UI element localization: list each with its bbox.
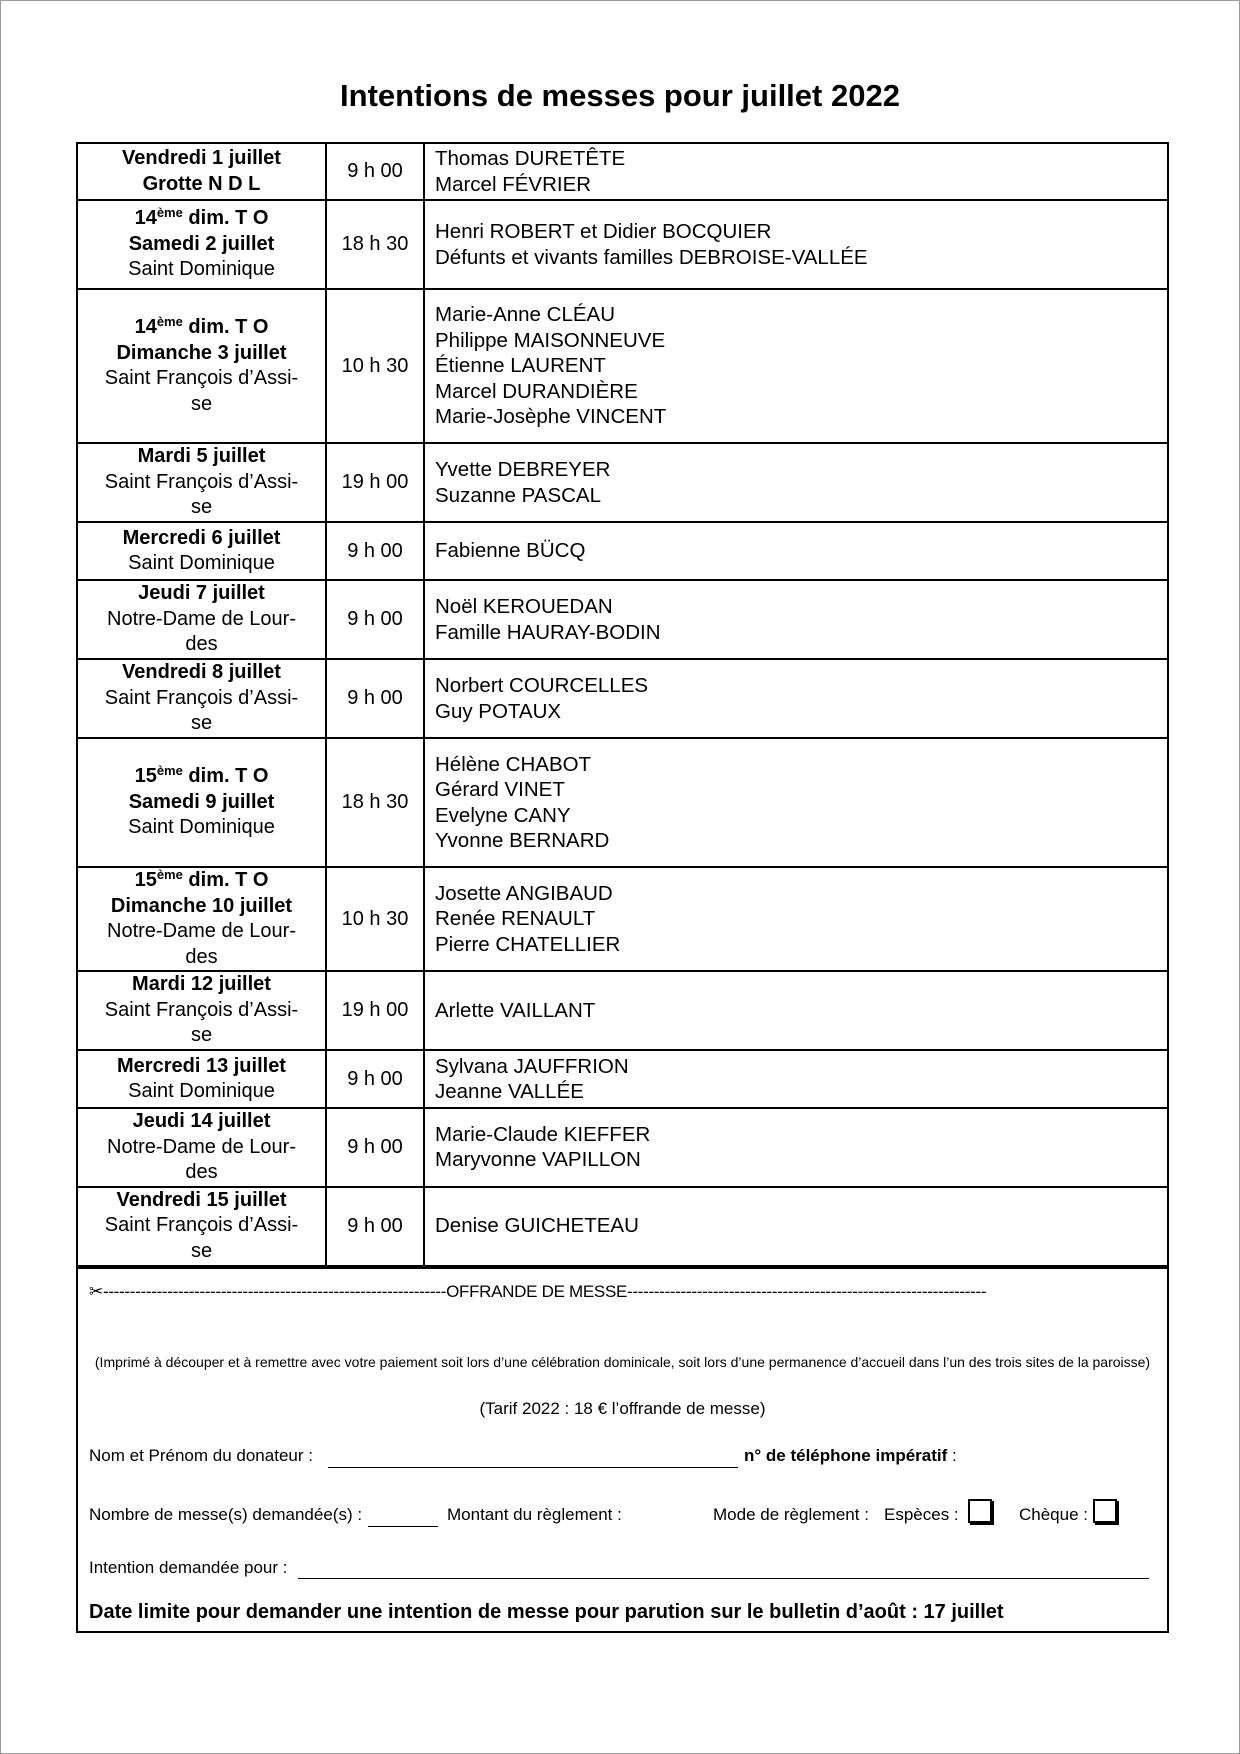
page-title: Intentions de messes pour juillet 2022 bbox=[340, 78, 900, 113]
mass-time-cell: 9 h 00 bbox=[326, 1050, 424, 1108]
day-text: Saint François d’Assi- bbox=[104, 686, 299, 709]
mass-time-cell: 9 h 00 bbox=[326, 580, 424, 659]
church-location bbox=[78, 366, 325, 392]
cut-line bbox=[89, 1281, 1155, 1303]
table-row bbox=[78, 971, 1167, 1050]
church-location bbox=[78, 1023, 325, 1049]
intention-name: Étienne LAURENT bbox=[435, 354, 606, 378]
intention-name: Gérard VINET bbox=[435, 778, 565, 801]
day-text: Jeudi 14 juillet bbox=[132, 1110, 271, 1132]
mass-time-cell: 19 h 00 bbox=[326, 443, 424, 522]
mass-day-cell bbox=[78, 1050, 326, 1108]
cash-checkbox[interactable] bbox=[968, 1499, 992, 1523]
mass-day-cell bbox=[78, 971, 326, 1050]
day-text: Mercredi 6 juillet bbox=[122, 526, 281, 549]
day-text: des bbox=[185, 1161, 218, 1183]
intention-field[interactable] bbox=[298, 1578, 1149, 1579]
day-text: 15 bbox=[134, 765, 157, 788]
intention-name: Marcel FÉVRIER bbox=[435, 172, 592, 196]
coupon-instructions: (Imprimé à découper et à remettre avec votre paiement soit lors d’une célébration dominicale, soit lors d’une permanence d’accueil dans l’un des trois sites de la paroisse) bbox=[94, 1353, 1151, 1370]
payment-mode-label: Mode de règlement : bbox=[713, 1504, 869, 1524]
day-text: Samedi 2 juillet bbox=[128, 232, 275, 255]
intentions-cell bbox=[424, 867, 1167, 971]
intention-name: Yvette DEBREYER bbox=[435, 458, 611, 481]
table-row bbox=[78, 659, 1167, 738]
intention-name: Fabienne BÜCQ bbox=[435, 539, 586, 563]
intention-name: Guy POTAUX bbox=[435, 699, 562, 723]
intention-name: Maryvonne VAPILLON bbox=[435, 1148, 641, 1172]
church-location bbox=[78, 607, 325, 633]
church-location bbox=[78, 945, 325, 971]
day-date bbox=[78, 1054, 325, 1080]
ordinal-suffix: ème bbox=[156, 314, 183, 329]
intentions-cell bbox=[424, 443, 1167, 522]
table-row bbox=[78, 1108, 1167, 1187]
table-row bbox=[78, 443, 1167, 522]
table-row bbox=[78, 867, 1167, 971]
church-location bbox=[78, 392, 325, 418]
intention-name: Henri ROBERT et Didier BOCQUIER bbox=[435, 220, 772, 243]
table-row bbox=[78, 200, 1167, 289]
day-text: Dimanche 10 juillet bbox=[110, 894, 293, 917]
table-row bbox=[78, 1187, 1167, 1266]
week-text: dim. T O bbox=[182, 765, 269, 788]
cheque-label: Chèque : bbox=[1019, 1504, 1088, 1524]
mass-time-cell: 9 h 00 bbox=[326, 659, 424, 738]
day-text: Grotte N D L bbox=[142, 172, 261, 195]
church-location bbox=[78, 686, 325, 712]
day-text: Saint François d’Assi- bbox=[104, 1214, 299, 1237]
day-text: se bbox=[190, 392, 213, 415]
intention-name: Marcel DURANDIÈRE bbox=[435, 379, 638, 403]
day-date bbox=[78, 444, 325, 470]
mass-day-cell bbox=[78, 1108, 326, 1187]
church-location bbox=[78, 815, 325, 841]
mass-time-cell: 9 h 00 bbox=[326, 1187, 424, 1266]
church-location bbox=[78, 919, 325, 945]
mass-time-cell: 10 h 30 bbox=[326, 867, 424, 971]
offering-coupon bbox=[78, 1267, 1167, 1631]
intention-name: Philippe MAISONNEUVE bbox=[435, 328, 666, 352]
day-text: Vendredi 15 juillet bbox=[116, 1188, 287, 1211]
intentions-cell bbox=[424, 1108, 1167, 1187]
day-text: Vendredi 1 juillet bbox=[122, 147, 281, 169]
day-text: Saint Dominique bbox=[128, 1080, 275, 1102]
intentions-cell bbox=[424, 1050, 1167, 1108]
amount-label: Montant du règlement : bbox=[447, 1504, 622, 1524]
coupon-tarif: (Tarif 2022 : 18 € l’offrande de messe) bbox=[479, 1398, 766, 1418]
week-text: dim. T O bbox=[182, 869, 269, 891]
day-text: Saint François d’Assi- bbox=[104, 998, 299, 1021]
day-text: Notre-Dame de Lour- bbox=[107, 607, 296, 630]
cash-label: Espèces : bbox=[884, 1504, 959, 1524]
table-row bbox=[78, 144, 1167, 200]
liturgical-week bbox=[78, 764, 325, 790]
intention-name: Jeanne VALLÉE bbox=[435, 1080, 584, 1103]
mass-time-cell: 10 h 30 bbox=[326, 289, 424, 443]
mass-day-cell bbox=[78, 659, 326, 738]
mass-day-cell bbox=[78, 522, 326, 580]
day-date bbox=[78, 1109, 325, 1135]
day-date bbox=[78, 1188, 325, 1214]
day-text: des bbox=[185, 633, 218, 656]
day-date bbox=[78, 894, 325, 920]
mass-time-cell: 9 h 00 bbox=[326, 522, 424, 580]
intention-name: Pierre CHATELLIER bbox=[435, 932, 621, 956]
phone-label-wrap bbox=[744, 1446, 957, 1466]
day-text: Vendredi 8 juillet bbox=[122, 661, 281, 684]
intention-name: Denise GUICHETEAU bbox=[435, 1214, 639, 1238]
mass-day-cell bbox=[78, 867, 326, 971]
table-row bbox=[78, 580, 1167, 659]
mass-day-cell bbox=[78, 200, 326, 289]
day-text: Mardi 12 juillet bbox=[132, 973, 271, 996]
day-date bbox=[78, 790, 325, 816]
intention-name: Renée RENAULT bbox=[435, 907, 596, 931]
week-text: dim. T O bbox=[182, 316, 269, 338]
day-text: des bbox=[185, 945, 218, 968]
intention-name: Suzanne PASCAL bbox=[435, 483, 602, 507]
mass-day-cell bbox=[78, 580, 326, 659]
mass-count-label: Nombre de messe(s) demandée(s) : bbox=[89, 1504, 363, 1524]
intentions-cell bbox=[424, 580, 1167, 659]
church-location bbox=[78, 1079, 325, 1105]
day-date bbox=[78, 660, 325, 686]
day-text: Saint Dominique bbox=[128, 552, 275, 574]
day-text: se bbox=[190, 1024, 213, 1047]
mass-day-cell bbox=[78, 289, 326, 443]
cheque-checkbox[interactable] bbox=[1093, 1499, 1117, 1523]
intentions-cell bbox=[424, 144, 1167, 200]
day-date bbox=[78, 146, 325, 172]
intentions-cell bbox=[424, 971, 1167, 1050]
day-text: 15 bbox=[134, 869, 157, 891]
mass-day-cell bbox=[78, 738, 326, 867]
church-location bbox=[78, 551, 325, 577]
intentions-cell bbox=[424, 522, 1167, 580]
church-location bbox=[78, 257, 325, 283]
intention-name: Evelyne CANY bbox=[435, 803, 571, 827]
intentions-table bbox=[78, 144, 1167, 1267]
ordinal-suffix: ème bbox=[156, 867, 183, 882]
intentions-cell bbox=[424, 659, 1167, 738]
day-text: Jeudi 7 juillet bbox=[138, 582, 265, 605]
intention-name: Josette ANGIBAUD bbox=[435, 881, 613, 905]
church-location bbox=[78, 470, 325, 496]
donor-label: Nom et Prénom du donateur : bbox=[89, 1445, 313, 1465]
intentions-cell bbox=[424, 738, 1167, 867]
church-location bbox=[78, 1160, 325, 1186]
day-text: Saint François d’Assi- bbox=[104, 367, 299, 389]
intentions-table-body bbox=[78, 144, 1167, 1266]
intention-name: Marie-Anne CLÉAU bbox=[435, 303, 616, 327]
mass-day-cell bbox=[78, 443, 326, 522]
intentions-cell bbox=[424, 289, 1167, 443]
ordinal-suffix: ème bbox=[156, 763, 183, 779]
day-text: se bbox=[190, 496, 213, 519]
intention-name: Yvonne BERNARD bbox=[435, 829, 610, 852]
intention-name: Noël KEROUEDAN bbox=[435, 595, 613, 618]
day-text: 14 bbox=[134, 316, 157, 338]
week-text: dim. T O bbox=[182, 207, 269, 230]
church-location bbox=[78, 711, 325, 737]
intentions-frame bbox=[76, 142, 1169, 1633]
church-location bbox=[78, 632, 325, 658]
day-text: Dimanche 3 juillet bbox=[116, 341, 287, 364]
deadline-note: Date limite pour demander une intention de messe pour parution sur le bulletin d’août : 17 juillet bbox=[89, 1600, 1004, 1623]
day-text: Samedi 9 juillet bbox=[128, 790, 275, 813]
day-text: Saint Dominique bbox=[128, 258, 275, 281]
intention-name: Thomas DURETÊTE bbox=[435, 147, 626, 170]
intention-name: Défunts et vivants familles DEBROISE-VALLÉE bbox=[435, 245, 868, 269]
donor-field[interactable] bbox=[328, 1467, 738, 1468]
day-text: Notre-Dame de Lour- bbox=[107, 1135, 296, 1158]
day-date bbox=[78, 581, 325, 607]
day-date bbox=[78, 341, 325, 367]
intention-name: Marie-Claude KIEFFER bbox=[435, 1122, 651, 1146]
day-text: Notre-Dame de Lour- bbox=[107, 920, 296, 942]
phone-colon: : bbox=[947, 1445, 957, 1465]
mass-day-cell bbox=[78, 144, 326, 200]
church-location bbox=[78, 1135, 325, 1161]
day-text: Saint Dominique bbox=[128, 816, 275, 839]
day-date bbox=[78, 172, 325, 198]
day-text: Mardi 5 juillet bbox=[137, 445, 266, 468]
liturgical-week bbox=[78, 315, 325, 341]
mass-time-cell: 18 h 30 bbox=[326, 200, 424, 289]
mass-time-cell: 9 h 00 bbox=[326, 1108, 424, 1187]
intention-name: Marie-Josèphe VINCENT bbox=[435, 405, 667, 429]
table-row bbox=[78, 289, 1167, 443]
day-text: 14 bbox=[134, 207, 157, 230]
intention-name: Arlette VAILLANT bbox=[435, 998, 596, 1022]
day-date bbox=[78, 972, 325, 998]
day-text: Mercredi 13 juillet bbox=[117, 1054, 286, 1077]
day-text: se bbox=[190, 1239, 213, 1262]
mass-time-cell: 18 h 30 bbox=[326, 738, 424, 867]
intention-name: Norbert COURCELLES bbox=[435, 674, 649, 697]
intentions-cell bbox=[424, 1187, 1167, 1266]
table-row bbox=[78, 1050, 1167, 1108]
intention-name: Sylvana JAUFFRION bbox=[435, 1054, 629, 1078]
mass-day-cell bbox=[78, 1187, 326, 1266]
day-text: se bbox=[190, 712, 213, 735]
cut-line-text: ----------------------------------------------------------------OFFRANDE DE MESSE------------------------------------------------------------------- bbox=[102, 1281, 987, 1301]
mass-time-cell: 9 h 00 bbox=[326, 144, 424, 200]
phone-label: n° de téléphone impératif bbox=[744, 1445, 948, 1465]
intention-name: Hélène CHABOT bbox=[435, 752, 592, 776]
mass-count-field[interactable] bbox=[368, 1526, 438, 1527]
mass-time-cell: 19 h 00 bbox=[326, 971, 424, 1050]
liturgical-week bbox=[78, 206, 325, 232]
scissors-icon: ✂ bbox=[89, 1281, 103, 1301]
church-location bbox=[78, 495, 325, 521]
intention-label: Intention demandée pour : bbox=[89, 1557, 288, 1577]
ordinal-suffix: ème bbox=[156, 205, 183, 221]
table-row bbox=[78, 738, 1167, 867]
day-text: Saint François d’Assi- bbox=[104, 470, 299, 493]
church-location bbox=[78, 998, 325, 1024]
church-location bbox=[78, 1213, 325, 1239]
intention-name: Famille HAURAY-BODIN bbox=[435, 620, 661, 644]
intentions-cell bbox=[424, 200, 1167, 289]
church-location bbox=[78, 1239, 325, 1265]
day-date bbox=[78, 526, 325, 552]
table-row bbox=[78, 522, 1167, 580]
liturgical-week bbox=[78, 868, 325, 894]
day-date bbox=[78, 232, 325, 258]
